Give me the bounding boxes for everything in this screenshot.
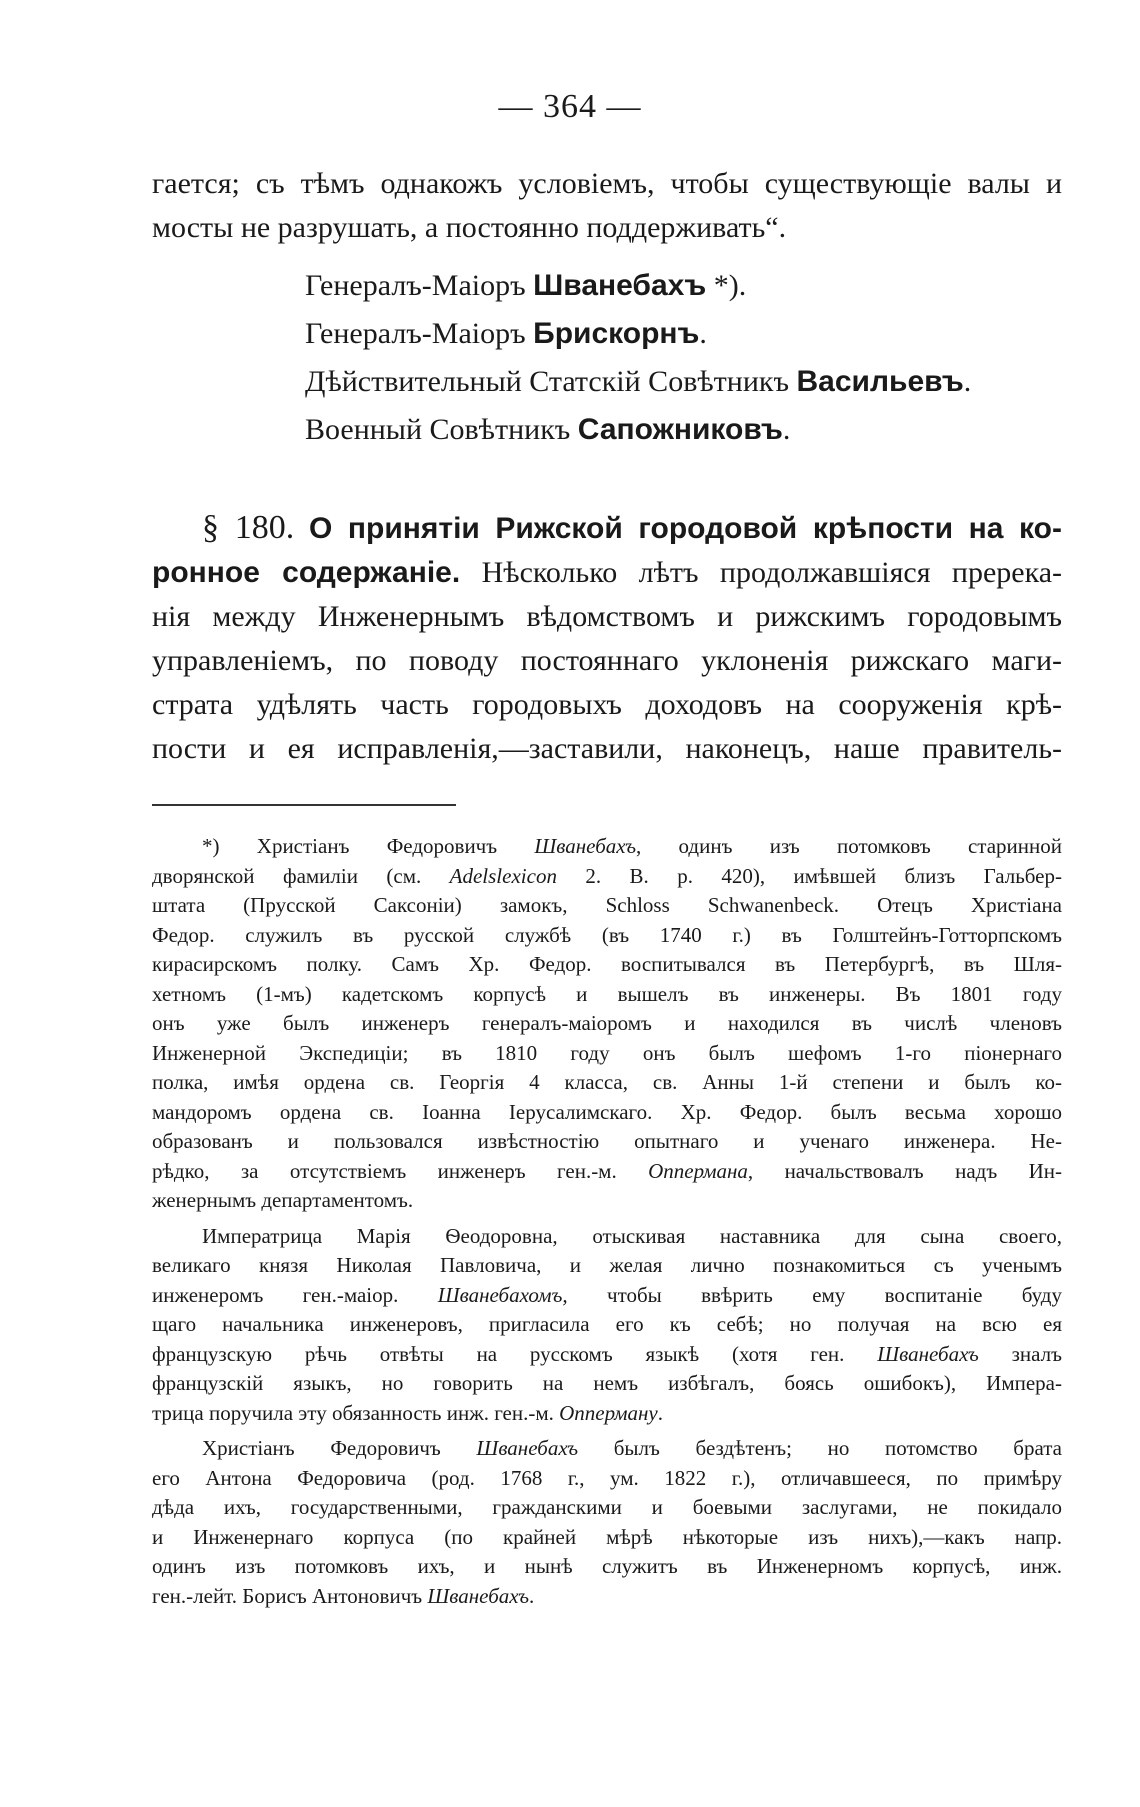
text-line: страта удѣлять часть городовыхъ доходовъ на сооруженія крѣ-: [152, 688, 1062, 721]
signature-line: [305, 358, 971, 406]
signature-title: Генералъ-Маіоръ: [305, 269, 526, 302]
signature-name: Васильевъ: [796, 365, 964, 398]
text-line: [152, 1434, 1062, 1464]
text-fragment: чтобы ввѣрить ему воспитаніе буду: [567, 1282, 1062, 1307]
italic-name: Опперману: [559, 1400, 658, 1425]
text-fragment: Нѣсколько лѣтъ продолжавшіяся пререка-: [481, 556, 1063, 589]
section-heading-cont: ронное содержаніе.: [152, 556, 461, 589]
text-line: [152, 862, 1062, 892]
signature-suffix: .: [963, 365, 972, 398]
signature-line: [305, 406, 971, 454]
signature-suffix: .: [699, 317, 707, 350]
text-line: нія между Инженернымъ вѣдомствомъ и рижскимъ городовымъ: [152, 600, 1062, 633]
signature-suffix: *).: [706, 269, 747, 302]
section-180: [152, 506, 1062, 771]
text-fragment: зналъ: [978, 1341, 1062, 1366]
text-line: щаго начальника инженеровъ, пригласила его къ себѣ; но получая на всю ея: [152, 1312, 1062, 1336]
text-line: [152, 1582, 1062, 1612]
text-line: гается; съ тѣмъ однакожъ условіемъ, чтобы существующіе валы и: [152, 167, 1062, 200]
text-line: мандоромъ ордена св. Іоанна Іерусалимскаго. Хр. Федор. былъ весьма хорошо: [152, 1099, 1062, 1124]
text-line: [152, 1157, 1062, 1187]
text-line: образованъ и пользовался извѣстностію опытнаго и ученаго инженера. Не-: [152, 1129, 1062, 1153]
signature-title: Дѣйствительный Статскій Совѣтникъ: [305, 365, 789, 398]
footnote-2: [152, 1222, 1062, 1429]
italic-name: Adelslexicon: [449, 863, 557, 888]
text-fragment: французскую рѣчь отвѣты на русскомъ языкѣ (хотя ген.: [152, 1341, 878, 1366]
text-line: французскій языкъ, но говорить на немъ избѣгалъ, боясь ошибокъ), Импера-: [152, 1371, 1062, 1395]
paragraph-continuation: [152, 162, 1062, 250]
signature-line: [305, 262, 971, 310]
text-line: пости и ея исправленія,—заставили, наконецъ, наше правитель-: [152, 732, 1062, 765]
text-fragment: трица поручила эту обязанность инж. ген.-м.: [152, 1400, 560, 1425]
italic-name: Шванебахомъ,: [437, 1282, 568, 1307]
footnote-1: [152, 832, 1062, 1216]
italic-name: Шванебахъ: [877, 1341, 979, 1366]
text-line: Федор. служилъ въ русской службѣ (въ 1740 г.) въ Голштейнъ-Готторпскомъ: [152, 922, 1062, 947]
footnotes: [152, 832, 1062, 1617]
text-line: [152, 1340, 1062, 1370]
italic-name: Оппермана: [648, 1158, 748, 1183]
footnote-3: [152, 1434, 1062, 1611]
signature-name: Сапожниковъ: [577, 413, 783, 446]
text-line: Императрица Марія Ѳеодоровна, отыскивая наставника для сына своего,: [202, 1223, 1062, 1248]
text-fragment: 2. B. p. 420), имѣвшей близъ Гальбер-: [556, 863, 1062, 888]
footnote-divider: [152, 804, 456, 806]
italic-name: Шванебахъ: [427, 1583, 529, 1608]
text-line: [152, 1281, 1062, 1311]
text-line: онъ уже былъ инженеръ генералъ-маіоромъ и находился въ числѣ членовъ: [152, 1011, 1062, 1035]
text-line: управленіемъ, по поводу постояннаго уклоненія рижскаго маги-: [152, 644, 1062, 677]
text-fragment: рѣдко, за отсутствіемъ инженеръ ген.-м.: [152, 1158, 649, 1183]
signature-name: Брискорнъ: [533, 317, 700, 350]
section-heading-line: [152, 506, 1062, 551]
text-fragment: .: [657, 1400, 663, 1425]
text-fragment: .: [528, 1583, 535, 1608]
section-heading: О принятіи Рижской городовой крѣпости на ко-: [308, 512, 1062, 545]
text-line: [152, 832, 1062, 862]
text-line: кирасирскомъ полку. Самъ Хр. Федор. воспитывался въ Петербургѣ, въ Шля-: [152, 952, 1062, 976]
section-number: § 180.: [202, 509, 295, 546]
signature-line: [305, 310, 971, 358]
text-fragment: *) Христіанъ Федоровичъ: [202, 834, 535, 858]
signature-title: Военный Совѣтникъ: [305, 413, 571, 446]
text-line: женернымъ департаментомъ.: [152, 1188, 414, 1212]
text-fragment: Христіанъ Федоровичъ: [202, 1436, 477, 1460]
text-fragment: ген.-лейт. Борисъ Антоновичъ: [152, 1583, 428, 1608]
text-line: одинъ изъ потомковъ ихъ, и нынѣ служитъ въ Инженерномъ корпусѣ, инж.: [152, 1554, 1062, 1578]
text-line: штата (Прусской Саксоніи) замокъ, Schloss Schwanenbeck. Отецъ Христіана: [152, 893, 1062, 917]
text-line: полка, имѣя ордена св. Георгія 4 класса, св. Анны 1-й степени и былъ ко-: [152, 1070, 1062, 1094]
italic-name: Шванебахъ: [534, 834, 636, 858]
text-fragment: былъ бездѣтенъ; но потомство брата: [578, 1436, 1062, 1460]
text-fragment: , начальствовалъ надъ Ин-: [747, 1158, 1062, 1183]
text-line: дѣда ихъ, государственными, гражданскими и боевыми заслугами, не покидало: [152, 1495, 1062, 1519]
text-line: его Антона Федоровича (род. 1768 г., ум. 1822 г.), отличавшееся, по примѣру: [152, 1465, 1062, 1490]
text-fragment: , одинъ изъ потомковъ старинной: [636, 834, 1062, 858]
signature-name: Шванебахъ: [533, 269, 707, 302]
signature-suffix: .: [782, 413, 791, 446]
italic-name: Шванебахъ: [476, 1436, 579, 1460]
text-line: и Инженернаго корпуса (по крайней мѣрѣ нѣкоторые изъ нихъ),—какъ напр.: [152, 1524, 1062, 1549]
signature-title: Генералъ-Маіоръ: [305, 317, 526, 350]
text-line: великаго князя Николая Павловича, и желая лично познакомиться съ ученымъ: [152, 1253, 1062, 1277]
text-line: хетномъ (1-мъ) кадетскомъ корпусѣ и вышелъ въ инженеры. Въ 1801 году: [152, 981, 1062, 1006]
text-line: [152, 1399, 1062, 1429]
page-number: — 364 —: [498, 88, 642, 125]
text-line: [152, 551, 1062, 595]
text-fragment: инженеромъ ген.-маіор.: [152, 1282, 438, 1307]
text-fragment: дворянской фамиліи (см.: [152, 863, 450, 888]
text-line: мосты не разрушать, а постоянно поддерживать“.: [152, 211, 787, 244]
text-line: Инженерной Экспедиціи; въ 1810 году онъ былъ шефомъ 1-го піонернаго: [152, 1040, 1062, 1065]
signature-block: [305, 262, 971, 454]
